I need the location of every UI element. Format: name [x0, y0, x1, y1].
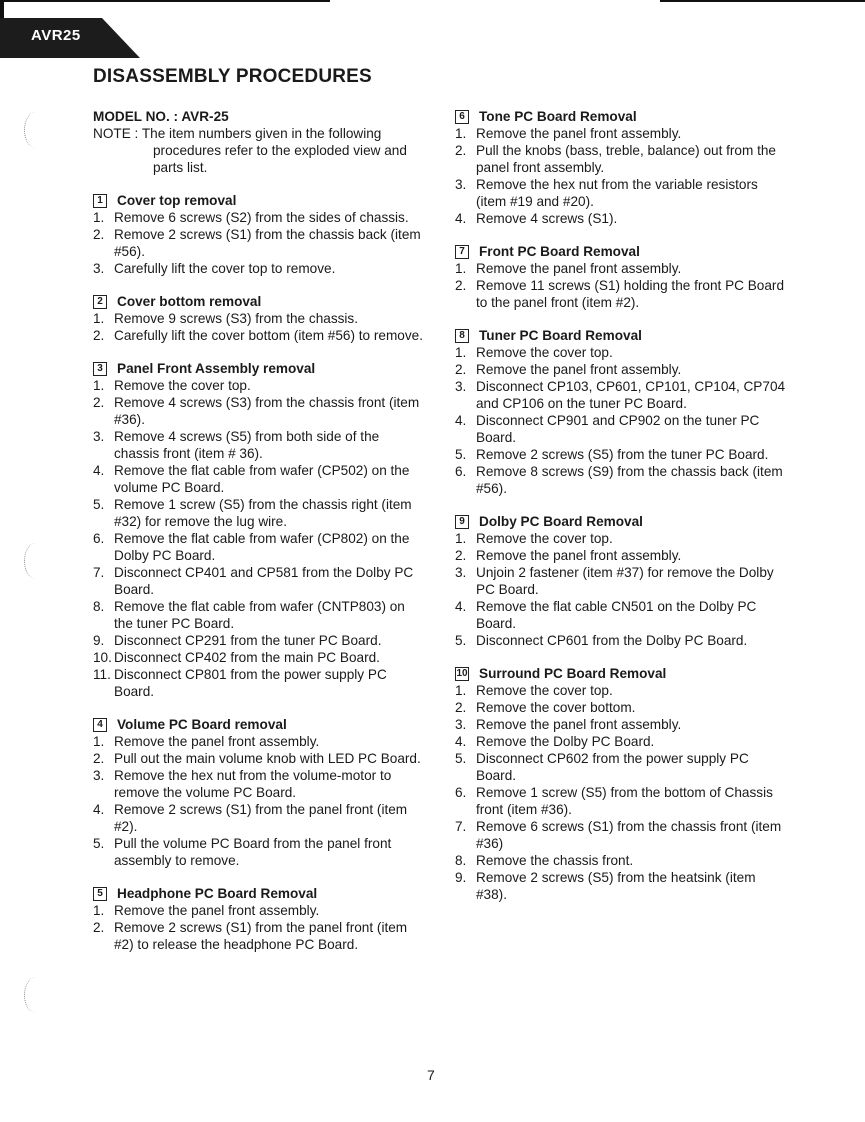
section-6	[455, 108, 790, 227]
step-number: 1.	[93, 734, 105, 749]
step-number: 2.	[455, 362, 467, 377]
step-text: Remove the flat cable from wafer (CP502) on the volume PC Board.	[114, 463, 410, 495]
step-text: Remove the cover bottom.	[476, 700, 636, 715]
section-heading	[93, 192, 423, 209]
step-text: Pull the volume PC Board from the panel front assembly to remove.	[114, 836, 392, 868]
section-number-box: 8	[455, 329, 469, 343]
step-item	[455, 564, 790, 598]
section-number-box: 6	[455, 110, 469, 124]
step-number: 10.	[93, 650, 112, 665]
step-item	[455, 125, 790, 142]
step-number: 3.	[455, 379, 467, 394]
step-list	[455, 260, 790, 311]
step-text: Disconnect CP601 from the Dolby PC Board.	[476, 633, 748, 648]
section-heading	[93, 293, 423, 310]
step-list	[93, 377, 423, 700]
step-item	[455, 530, 790, 547]
step-item	[455, 682, 790, 699]
section-1	[93, 192, 423, 277]
step-text: Remove 9 screws (S3) from the chassis.	[114, 311, 359, 326]
step-number: 7.	[93, 565, 105, 580]
step-list	[455, 530, 790, 649]
step-text: Remove the Dolby PC Board.	[476, 734, 655, 749]
section-title: Surround PC Board Removal	[479, 666, 667, 681]
step-item	[93, 919, 423, 953]
section-title: Tuner PC Board Removal	[479, 328, 642, 343]
step-list	[93, 310, 423, 344]
step-text: Remove 6 screws (S2) from the sides of chassis.	[114, 210, 409, 225]
step-item	[455, 733, 790, 750]
section-5	[93, 885, 423, 953]
corner-mark	[0, 0, 4, 18]
section-title: Panel Front Assembly removal	[117, 361, 316, 376]
step-text: Carefully lift the cover bottom (item #56) to remove.	[114, 328, 423, 343]
step-number: 2.	[93, 328, 105, 343]
step-text: Remove 2 screws (S1) from the panel front (item #2).	[114, 802, 408, 834]
step-number: 4.	[455, 211, 467, 226]
step-text: Remove the cover top.	[114, 378, 251, 393]
right-column	[455, 108, 790, 903]
step-text: Remove the panel front assembly.	[476, 362, 682, 377]
step-number: 3.	[93, 261, 105, 276]
step-text: Remove 2 screws (S1) from the panel front (item #2) to release the headphone PC Board.	[114, 920, 408, 952]
step-number: 1.	[455, 345, 467, 360]
step-text: Remove the flat cable CN501 on the Dolby PC Board.	[476, 599, 757, 631]
step-item	[455, 463, 790, 497]
step-text: Remove the hex nut from the volume-motor to remove the volume PC Board.	[114, 768, 392, 800]
section-number-box: 9	[455, 515, 469, 529]
section-9	[455, 513, 790, 649]
step-list	[455, 682, 790, 903]
step-number: 5.	[93, 836, 105, 851]
step-item	[455, 632, 790, 649]
section-number-box: 4	[93, 718, 107, 732]
step-text: Remove the cover top.	[476, 683, 613, 698]
step-number: 7.	[455, 819, 467, 834]
section-number-box: 3	[93, 362, 107, 376]
section-title: Headphone PC Board Removal	[117, 886, 318, 901]
left-column	[93, 108, 423, 953]
step-text: Remove 1 screw (S5) from the bottom of Chassis front (item #36).	[476, 785, 773, 817]
step-item	[93, 260, 423, 277]
step-number: 2.	[455, 143, 467, 158]
step-list	[455, 125, 790, 227]
punch-hole-mark	[24, 977, 47, 1013]
step-item	[455, 784, 790, 818]
model-number: MODEL NO. : AVR-25	[93, 109, 229, 124]
section-7	[455, 243, 790, 311]
header-tab-label: AVR25	[31, 27, 81, 44]
step-number: 9.	[93, 633, 105, 648]
section-heading	[455, 243, 790, 260]
step-text: Remove the panel front assembly.	[476, 126, 682, 141]
step-number: 11.	[93, 667, 111, 682]
step-text: Remove 8 screws (S9) from the chassis back (item #56).	[476, 464, 783, 496]
step-item	[455, 210, 790, 227]
step-item	[455, 750, 790, 784]
step-item	[93, 598, 423, 632]
step-text: Unjoin 2 fastener (item #37) for remove the Dolby PC Board.	[476, 565, 774, 597]
section-8	[455, 327, 790, 497]
step-number: 5.	[455, 633, 467, 648]
section-title: Cover bottom removal	[117, 294, 262, 309]
note-first-line: NOTE : The item numbers given in the following	[93, 126, 382, 141]
top-rule	[0, 0, 865, 3]
page-title: DISASSEMBLY PROCEDURES	[93, 66, 372, 87]
step-item	[455, 277, 790, 311]
section-number-box: 10	[456, 667, 468, 679]
step-text: Pull out the main volume knob with LED PC Board.	[114, 751, 421, 766]
step-number: 4.	[93, 463, 105, 478]
step-number: 6.	[455, 785, 467, 800]
section-title: Tone PC Board Removal	[479, 109, 637, 124]
step-item	[455, 869, 790, 903]
step-number: 4.	[455, 599, 467, 614]
step-number: 2.	[455, 700, 467, 715]
step-item	[455, 344, 790, 361]
step-list	[93, 209, 423, 277]
step-text: Pull the knobs (bass, treble, balance) out from the panel front assembly.	[476, 143, 776, 175]
step-text: Disconnect CP901 and CP902 on the tuner PC Board.	[476, 413, 760, 445]
step-text: Disconnect CP402 from the main PC Board.	[114, 650, 380, 665]
step-item	[93, 462, 423, 496]
step-item	[455, 547, 790, 564]
step-number: 4.	[455, 734, 467, 749]
step-number: 3.	[455, 565, 467, 580]
step-item	[93, 733, 423, 750]
section-2	[93, 293, 423, 344]
step-item	[93, 649, 423, 666]
step-number: 1.	[93, 210, 105, 225]
step-number: 6.	[455, 464, 467, 479]
step-item	[455, 412, 790, 446]
step-item	[455, 260, 790, 277]
section-heading	[455, 513, 790, 530]
step-number: 3.	[455, 717, 467, 732]
step-text: Disconnect CP602 from the power supply PC Board.	[476, 751, 749, 783]
step-item	[93, 394, 423, 428]
step-number: 1.	[455, 683, 467, 698]
step-item	[455, 378, 790, 412]
step-text: Remove the hex nut from the variable resistors (item #19 and #20).	[476, 177, 758, 209]
section-title: Front PC Board Removal	[479, 244, 640, 259]
section-title: Cover top removal	[117, 193, 237, 208]
section-10	[455, 665, 790, 903]
step-number: 2.	[455, 548, 467, 563]
step-number: 5.	[455, 447, 467, 462]
step-text: Remove 6 screws (S1) from the chassis front (item #36)	[476, 819, 782, 851]
section-heading	[455, 108, 790, 125]
section-title: Volume PC Board removal	[117, 717, 287, 732]
step-text: Remove 2 screws (S5) from the heatsink (item #38).	[476, 870, 756, 902]
step-number: 5.	[93, 497, 105, 512]
step-item	[455, 852, 790, 869]
step-item	[455, 818, 790, 852]
step-number: 2.	[93, 395, 105, 410]
step-item	[455, 446, 790, 463]
note-body: procedures refer to the exploded view and parts list.	[153, 143, 407, 175]
step-item	[455, 361, 790, 378]
step-item	[93, 428, 423, 462]
step-item	[455, 716, 790, 733]
step-item	[93, 564, 423, 598]
step-text: Remove 2 screws (S5) from the tuner PC Board.	[476, 447, 769, 462]
step-number: 2.	[93, 920, 105, 935]
section-heading	[93, 360, 423, 377]
step-item	[93, 767, 423, 801]
step-text: Remove the cover top.	[476, 531, 613, 546]
page-number: 7	[427, 1067, 435, 1083]
step-text: Remove the panel front assembly.	[476, 548, 682, 563]
step-text: Remove 4 screws (S1).	[476, 211, 618, 226]
section-heading	[455, 665, 790, 682]
section-number-box: 1	[93, 194, 107, 208]
step-item	[455, 699, 790, 716]
section-number-box: 7	[455, 245, 469, 259]
step-list	[93, 733, 423, 869]
step-item	[93, 835, 423, 869]
section-3	[93, 360, 423, 700]
step-number: 1.	[455, 531, 467, 546]
step-text: Remove the chassis front.	[476, 853, 634, 868]
left-sections	[93, 192, 423, 953]
step-text: Remove the flat cable from wafer (CNTP803) on the tuner PC Board.	[114, 599, 405, 631]
step-text: Remove 2 screws (S1) from the chassis back (item #56).	[114, 227, 421, 259]
step-text: Disconnect CP291 from the tuner PC Board.	[114, 633, 382, 648]
section-heading	[455, 327, 790, 344]
step-item	[93, 801, 423, 835]
step-item	[93, 902, 423, 919]
step-item	[93, 310, 423, 327]
step-item	[93, 327, 423, 344]
step-text: Remove the panel front assembly.	[114, 903, 320, 918]
section-title: Dolby PC Board Removal	[479, 514, 643, 529]
section-4	[93, 716, 423, 869]
section-heading	[93, 885, 423, 902]
step-text: Remove the panel front assembly.	[476, 717, 682, 732]
step-number: 1.	[93, 903, 105, 918]
step-number: 2.	[93, 227, 105, 242]
step-item	[93, 226, 423, 260]
step-text: Remove the panel front assembly.	[476, 261, 682, 276]
step-text: Disconnect CP103, CP601, CP101, CP104, CP704 and CP106 on the tuner PC Board.	[476, 379, 786, 411]
step-number: 6.	[93, 531, 105, 546]
step-item	[93, 632, 423, 649]
step-number: 4.	[455, 413, 467, 428]
step-item	[455, 598, 790, 632]
step-number: 8.	[93, 599, 105, 614]
step-text: Disconnect CP401 and CP581 from the Dolby PC Board.	[114, 565, 414, 597]
section-heading	[93, 716, 423, 733]
step-item	[93, 750, 423, 767]
step-number: 1.	[455, 126, 467, 141]
step-list	[93, 902, 423, 953]
step-item	[93, 530, 423, 564]
step-text: Remove 11 screws (S1) holding the front PC Board to the panel front (item #2).	[476, 278, 785, 310]
step-number: 2.	[93, 751, 105, 766]
step-text: Remove 4 screws (S5) from both side of the chassis front (item # 36).	[114, 429, 380, 461]
step-number: 1.	[93, 311, 105, 326]
step-item	[93, 377, 423, 394]
step-text: Remove 1 screw (S5) from the chassis right (item #32) for remove the lug wire.	[114, 497, 412, 529]
step-item	[455, 176, 790, 210]
step-text: Remove the panel front assembly.	[114, 734, 320, 749]
step-number: 9.	[455, 870, 467, 885]
step-item	[93, 209, 423, 226]
step-number: 8.	[455, 853, 467, 868]
step-text: Remove 4 screws (S3) from the chassis front (item #36).	[114, 395, 420, 427]
punch-hole-mark	[24, 112, 47, 148]
step-text: Disconnect CP801 from the power supply PC Board.	[114, 667, 387, 699]
step-text: Carefully lift the cover top to remove.	[114, 261, 336, 276]
step-number: 3.	[455, 177, 467, 192]
step-number: 3.	[93, 768, 105, 783]
section-number-box: 2	[93, 295, 107, 309]
step-item	[93, 666, 423, 700]
section-number-box: 5	[93, 887, 107, 901]
step-text: Remove the flat cable from wafer (CP802) on the Dolby PC Board.	[114, 531, 410, 563]
step-item	[455, 142, 790, 176]
step-number: 3.	[93, 429, 105, 444]
step-list	[455, 344, 790, 497]
step-number: 5.	[455, 751, 467, 766]
step-number: 1.	[455, 261, 467, 276]
step-item	[93, 496, 423, 530]
step-number: 4.	[93, 802, 105, 817]
step-number: 1.	[93, 378, 105, 393]
punch-hole-mark	[24, 543, 47, 579]
right-sections	[455, 108, 790, 903]
step-text: Remove the cover top.	[476, 345, 613, 360]
step-number: 2.	[455, 278, 467, 293]
